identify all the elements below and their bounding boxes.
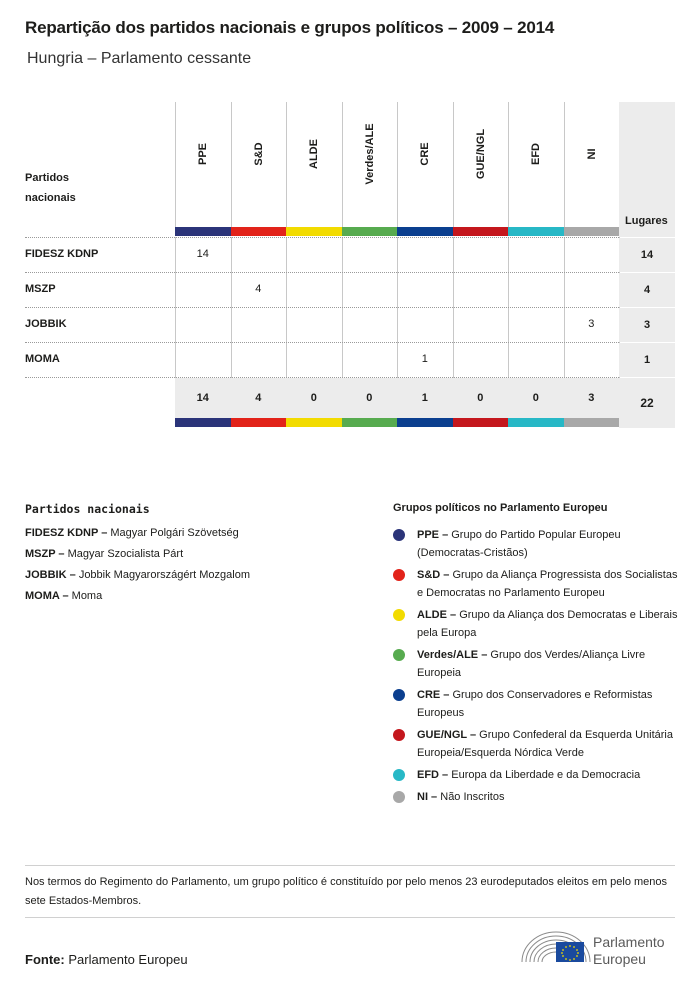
seats-cell: 3 xyxy=(619,308,675,342)
group-color-bar xyxy=(175,227,231,236)
group-legend-item xyxy=(393,788,678,806)
total-cell: 0 xyxy=(477,392,484,404)
group-abbr: ALDE – xyxy=(417,609,457,621)
group-column-header xyxy=(508,102,564,227)
group-color-bar xyxy=(397,227,453,236)
group-color-dot xyxy=(393,791,405,803)
national-party-item xyxy=(25,527,355,539)
group-column-label: EFD xyxy=(530,143,543,165)
group-full-name: Grupo dos Verdes/Aliança Livre Europeia xyxy=(417,649,646,679)
group-legend-item xyxy=(393,646,678,682)
group-abbr: S&D – xyxy=(417,569,450,581)
divider-bottom xyxy=(25,917,675,918)
group-color-bar xyxy=(231,227,287,236)
group-full-name: Grupo do Partido Popular Europeu (Democratas-Cristãos) xyxy=(417,529,621,559)
group-abbr: PPE – xyxy=(417,529,449,541)
groups-legend-heading: Grupos políticos no Parlamento Europeu xyxy=(393,502,608,514)
table-cell: 3 xyxy=(588,318,595,330)
total-cell: 1 xyxy=(421,392,428,404)
group-column-header xyxy=(175,102,231,227)
group-legend-item xyxy=(393,566,678,602)
group-legend-item xyxy=(393,606,678,642)
seats-header-label: Lugares xyxy=(625,215,668,227)
party-row-label: MSZP xyxy=(25,283,56,295)
group-full-name: Grupo dos Conservadores e Reformistas Europeus xyxy=(417,689,653,719)
national-party-item xyxy=(25,548,355,560)
row-divider xyxy=(25,237,619,238)
source-label: Fonte: xyxy=(25,952,65,967)
total-cell: 4 xyxy=(255,392,262,404)
national-party-item xyxy=(25,569,355,581)
total-cell: 14 xyxy=(196,392,209,404)
group-legend-item xyxy=(393,726,678,762)
source-line xyxy=(25,952,188,967)
distribution-table xyxy=(25,102,675,428)
logo-line-2: Europeu xyxy=(593,951,646,967)
group-abbr: NI – xyxy=(417,791,438,803)
total-seats-cell: 22 xyxy=(619,378,675,428)
group-color-bar-bottom xyxy=(453,418,509,427)
group-full-name: Grupo Confederal da Esquerda Unitária Europeia/Esquerda Nórdica Verde xyxy=(417,729,673,759)
party-full-name: Jobbik Magyarországért Mozgalom xyxy=(78,569,250,581)
party-row-label: JOBBIK xyxy=(25,318,67,330)
page-subtitle: Hungria – Parlamento cessante xyxy=(27,50,252,67)
group-color-bar-bottom xyxy=(564,418,620,427)
group-column-label: S&D xyxy=(252,142,265,166)
group-color-dot xyxy=(393,729,405,741)
row-divider xyxy=(25,342,619,343)
group-color-bar-bottom xyxy=(508,418,564,427)
total-cell: 0 xyxy=(532,392,539,404)
group-color-bar xyxy=(453,227,509,236)
party-abbr: JOBBIK – xyxy=(25,569,76,581)
party-row-label: FIDESZ KDNP xyxy=(25,248,99,260)
group-legend-item xyxy=(393,526,678,562)
row-header-label: Partidos nacionais xyxy=(25,172,76,204)
logo-wordmark xyxy=(593,934,665,968)
group-full-name: Europa da Liberdade e da Democracia xyxy=(451,769,641,781)
group-color-bar xyxy=(508,227,564,236)
group-full-name: Grupo da Aliança Progressista dos Socialistas e Democratas no Parlamento Europeu xyxy=(417,569,678,599)
total-cell: 3 xyxy=(588,392,595,404)
party-row-label: MOMA xyxy=(25,353,60,365)
group-color-dot xyxy=(393,769,405,781)
group-color-bar-bottom xyxy=(286,418,342,427)
party-full-name: Magyar Polgári Szövetség xyxy=(110,527,239,539)
group-color-bar xyxy=(342,227,398,236)
seats-cell: 1 xyxy=(619,343,675,377)
group-column-header xyxy=(564,102,620,227)
total-cell: 0 xyxy=(366,392,373,404)
table-cell: 14 xyxy=(196,248,209,260)
group-color-bar-bottom xyxy=(342,418,398,427)
group-color-dot xyxy=(393,569,405,581)
group-legend-item xyxy=(393,766,678,784)
total-cell: 0 xyxy=(310,392,317,404)
row-divider xyxy=(25,272,619,273)
group-color-bar xyxy=(564,227,620,236)
groups-legend xyxy=(393,502,678,810)
group-column-label: PPE xyxy=(197,142,210,166)
group-color-dot xyxy=(393,609,405,621)
group-color-bar-bottom xyxy=(231,418,287,427)
group-full-name: Não Inscritos xyxy=(440,791,505,803)
source-text: Parlamento Europeu xyxy=(68,952,188,967)
party-abbr: MOMA – xyxy=(25,590,69,602)
table-cell: 1 xyxy=(421,353,428,365)
page-title: Repartição dos partidos nacionais e grupos políticos – 2009 – 2014 xyxy=(25,18,555,37)
group-color-bar xyxy=(286,227,342,236)
party-full-name: Magyar Szocialista Párt xyxy=(67,548,184,560)
party-abbr: FIDESZ KDNP – xyxy=(25,527,108,539)
group-abbr: GUE/NGL – xyxy=(417,729,477,741)
group-column-label: GUE/NGL xyxy=(474,128,487,180)
group-column-header xyxy=(286,102,342,227)
group-color-dot xyxy=(393,529,405,541)
seats-cell: 4 xyxy=(619,273,675,307)
group-color-dot xyxy=(393,649,405,661)
group-column-label: CRE xyxy=(419,142,432,166)
row-divider xyxy=(25,307,619,308)
seats-column-header xyxy=(619,102,675,237)
national-parties-legend xyxy=(25,502,355,611)
group-column-label: ALDE xyxy=(308,139,321,169)
table-cell: 4 xyxy=(255,283,262,295)
group-column-header xyxy=(231,102,287,227)
group-column-header xyxy=(342,102,398,227)
group-abbr: CRE – xyxy=(417,689,450,701)
logo-line-1: Parlamento xyxy=(593,934,665,950)
group-column-label: Verdes/ALE xyxy=(363,123,376,185)
group-full-name: Grupo da Aliança dos Democratas e Liberais pela Europa xyxy=(417,609,678,639)
party-abbr: MSZP – xyxy=(25,548,65,560)
divider-top xyxy=(25,865,675,866)
group-column-header xyxy=(453,102,509,227)
party-full-name: Moma xyxy=(71,590,103,602)
national-legend-heading: Partidos nacionais xyxy=(25,502,150,516)
group-abbr: EFD – xyxy=(417,769,449,781)
group-abbr: Verdes/ALE – xyxy=(417,649,488,661)
group-legend-item xyxy=(393,686,678,722)
national-party-item xyxy=(25,590,355,602)
group-column-header xyxy=(397,102,453,227)
footnote: Nos termos do Regimento do Parlamento, um grupo político é constituído por pelo menos 23 eurodeputados eleitos em pelo menos sete Estados-Membros. xyxy=(25,876,668,907)
seats-cell: 14 xyxy=(619,238,675,272)
group-color-dot xyxy=(393,689,405,701)
group-color-bar-bottom xyxy=(175,418,231,427)
group-column-label: NI xyxy=(585,148,598,160)
group-color-bar-bottom xyxy=(397,418,453,427)
